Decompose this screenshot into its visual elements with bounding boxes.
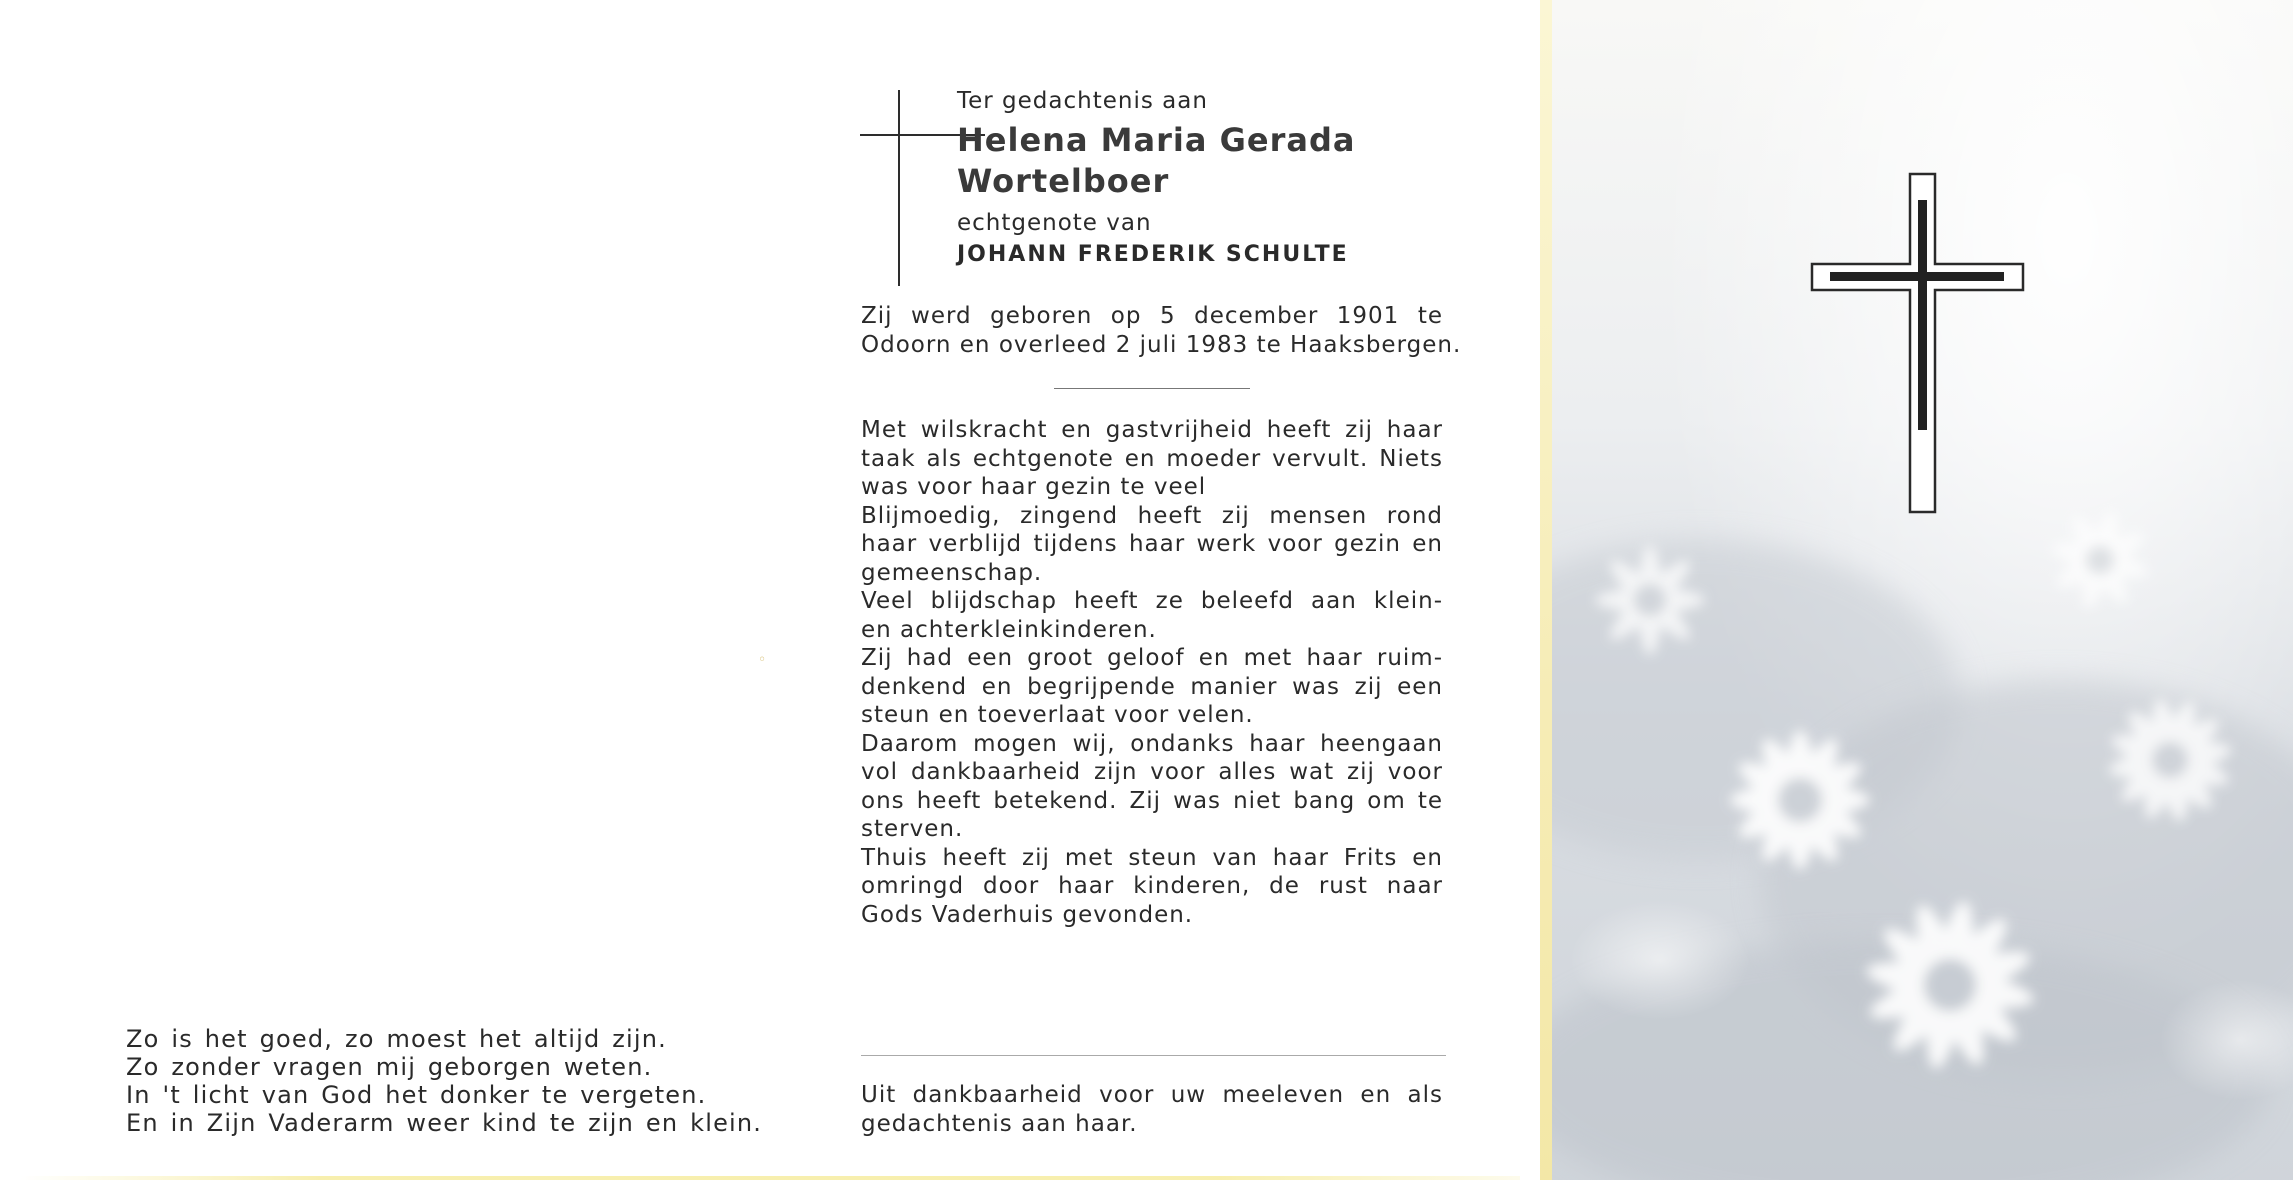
- intro-text: Ter gedachtenis aan: [957, 88, 1208, 114]
- text-line: taak als echtgenote en moeder vervult. Niets: [861, 445, 1443, 472]
- text-line: vol dankbaarheid zijn voor alles wat zij voor: [861, 759, 1443, 785]
- thanks-line: Uit dankbaarheid voor uw meeleven en als: [861, 1082, 1443, 1108]
- poem: [126, 1025, 846, 1137]
- text-line: en achterkleinkinderen.: [861, 616, 1157, 643]
- text-line: Met wilskracht en gastvrijheid heeft zij haar: [861, 417, 1443, 443]
- text-line: haar verblijd tijdens haar werk voor gezin en: [861, 531, 1443, 557]
- text-line: Thuis heeft zij met steun van haar Frits en: [861, 844, 1443, 871]
- text-line: Veel blijdschap heeft ze beleefd aan klein-: [861, 588, 1443, 614]
- bio-line: Odoorn en overleed 2 juli 1983 te Haaksbergen.: [861, 331, 1462, 358]
- divider: [861, 1055, 1446, 1056]
- memorial-header: [957, 84, 1517, 272]
- text-line: sterven.: [861, 816, 964, 842]
- poem-line: Zo is het goed, zo moest het altijd zijn.: [126, 1025, 668, 1053]
- text-line: steun en toeverlaat voor velen.: [861, 702, 1254, 728]
- memorial-text: [861, 416, 1443, 929]
- deceased-name: [957, 120, 1517, 202]
- deceased-name-line-2: Wortelboer: [957, 162, 1170, 200]
- paper-edge: [1540, 0, 1552, 1200]
- poem-line: Zo zonder vragen mij geborgen weten.: [126, 1053, 653, 1081]
- text-line: gemeenschap.: [861, 559, 1043, 586]
- poem-line: In 't licht van God het donker te vergeten.: [126, 1081, 707, 1109]
- deceased-name-line-1: Helena Maria Gerada: [957, 121, 1356, 159]
- text-line: Blijmoedig, zingend heeft zij mensen rond: [861, 502, 1443, 529]
- thanks-text: [861, 1081, 1443, 1138]
- text-line: Gods Vaderhuis gevonden.: [861, 901, 1194, 928]
- paper-speck: ◦: [758, 652, 767, 668]
- poem-line: En in Zijn Vaderarm weer kind te zijn en klein.: [126, 1109, 763, 1137]
- thanks-line: gedachtenis aan haar.: [861, 1110, 1138, 1137]
- text-line: omringd door haar kinderen, de rust naar: [861, 873, 1443, 899]
- text-line: was voor haar gezin te veel: [861, 474, 1207, 500]
- cross-icon: [1810, 172, 2025, 514]
- birth-death-info: [861, 302, 1462, 359]
- text-line: ons heeft betekend. Zij was niet bang om te: [861, 787, 1443, 814]
- text-line: Daarom mogen wij, ondanks haar heengaan: [861, 730, 1443, 757]
- text-line: denkend en begrijpende manier was zij een: [861, 673, 1443, 700]
- divider: [1054, 388, 1250, 389]
- text-line: Zij had een groot geloof en met haar ruim-: [861, 645, 1443, 671]
- paper-edge: [20, 1176, 1520, 1180]
- scan-margin: [1540, 1180, 2293, 1200]
- spouse-name: JOHANN FREDERIK SCHULTE: [957, 242, 1349, 267]
- bio-line: Zij werd geboren op 5 december 1901 te: [861, 303, 1443, 329]
- spouse-intro: echtgenote van: [957, 210, 1152, 236]
